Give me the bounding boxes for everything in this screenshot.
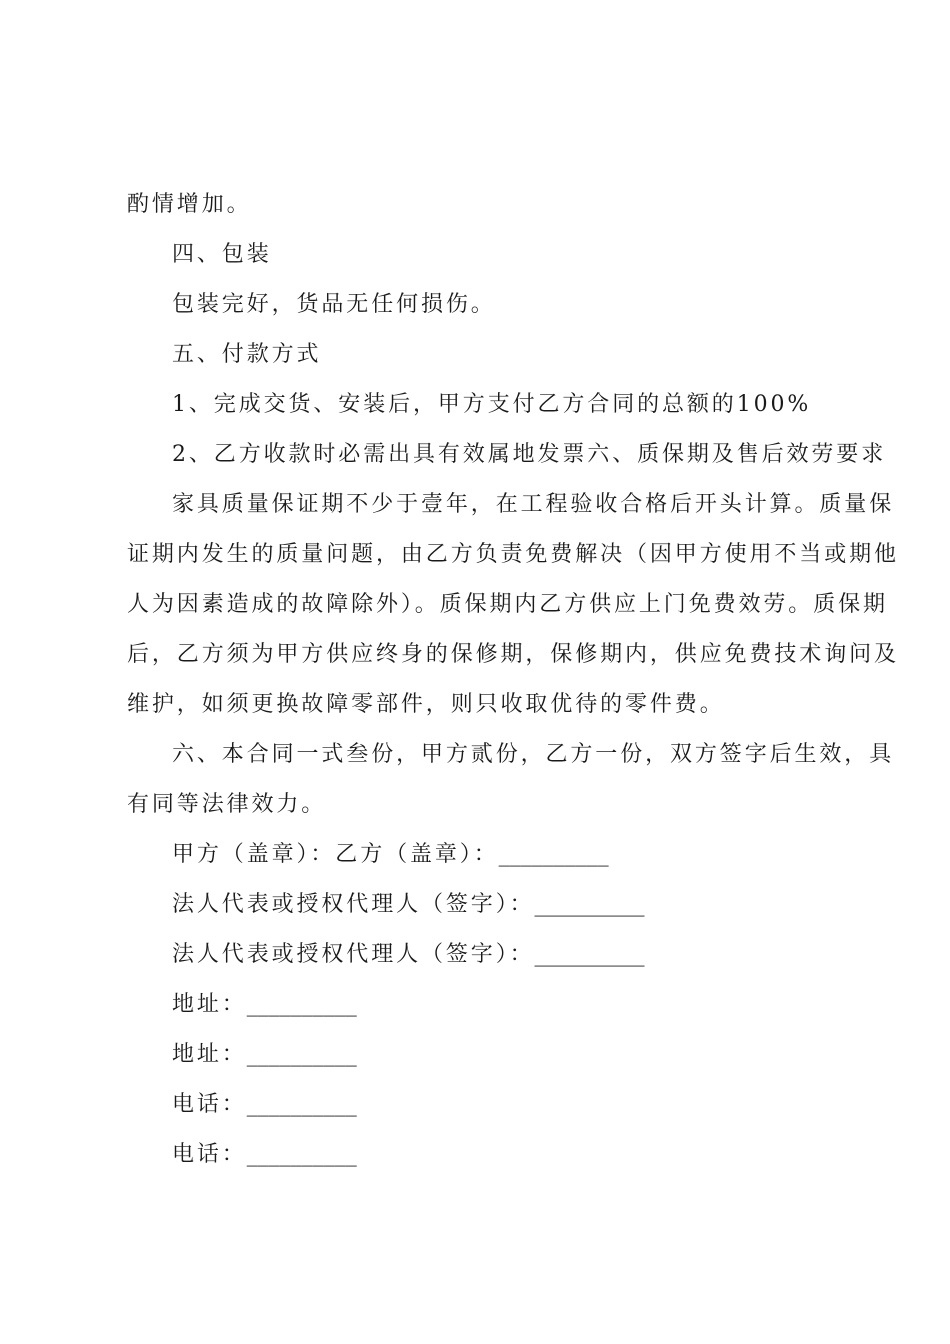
rep-label-a: 法人代表或授权代理人（签字）：: [172, 892, 535, 917]
address-blank-b: __________: [246, 1042, 357, 1067]
rep-label-b: 法人代表或授权代理人（签字）：: [172, 942, 535, 967]
warranty-paragraph-line-4: 后，乙方须为甲方供应终身的保修期，保修期内，供应免费技术询问及: [127, 642, 899, 667]
rep-line-a: [172, 890, 645, 920]
rep-blank-a: __________: [534, 892, 645, 917]
payment-item-1: 1、完成交货、安装后，甲方支付乙方合同的总额的100%: [172, 392, 812, 417]
text-line-packaging: 包装完好，货品无任何损伤。: [172, 292, 496, 317]
phone-line-b: [172, 1140, 357, 1170]
warranty-paragraph-line-1: 家具质量保证期不少于壹年，在工程验收合格后开头计算。质量保: [172, 492, 895, 517]
seal-blank: __________: [498, 842, 609, 867]
address-line-b: [172, 1040, 357, 1070]
warranty-paragraph-line-3: 人为因素造成的故障除外）。质保期内乙方供应上门免费效劳。质保期: [127, 592, 888, 617]
section-heading-payment: 五、付款方式: [172, 342, 322, 367]
seal-label: 甲方（盖章）：乙方（盖章）：: [172, 842, 499, 867]
rep-blank-b: __________: [534, 942, 645, 967]
warranty-paragraph-line-2: 证期内发生的质量问题，由乙方负责免费解决（因甲方使用不当或期他: [127, 542, 899, 567]
seal-line: [172, 840, 609, 870]
phone-label-b: 电话：: [172, 1142, 247, 1167]
warranty-paragraph-line-5: 维护，如须更换故障零部件，则只收取优待的零件费。: [127, 692, 725, 717]
phone-line-a: [172, 1090, 357, 1120]
address-label-b: 地址：: [172, 1042, 247, 1067]
phone-label-a: 电话：: [172, 1092, 247, 1117]
address-blank-a: __________: [246, 992, 357, 1017]
text-line-1: 酌情增加。: [127, 192, 252, 217]
phone-blank-b: __________: [246, 1142, 357, 1167]
payment-item-2: 2、乙方收款时必需出具有效属地发票六、质保期及售后效劳要求: [172, 442, 887, 467]
copies-paragraph-line-1: 六、本合同一式叁份，甲方贰份，乙方一份，双方签字后生效，具: [172, 742, 895, 767]
rep-line-b: [172, 940, 645, 970]
address-line-a: [172, 990, 357, 1020]
copies-paragraph-line-2: 有同等法律效力。: [127, 792, 327, 817]
section-heading-packaging: 四、包装: [172, 242, 272, 267]
address-label-a: 地址：: [172, 992, 247, 1017]
phone-blank-a: __________: [246, 1092, 357, 1117]
